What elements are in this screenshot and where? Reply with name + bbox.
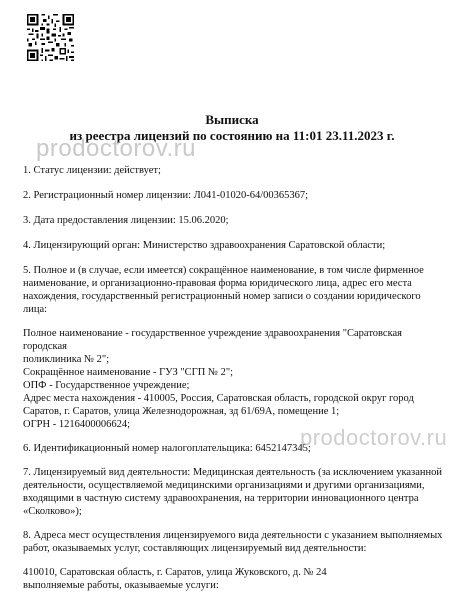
watermark: prodoctorov.ru (36, 135, 196, 162)
item5-line: 5. Полное и (в случае, если имеется) сокращённое наименование, в том числе фирменное (23, 265, 424, 276)
item8-line: работ, оказываемых услуг, составляющих лицензируемый вид деятельности: (23, 543, 367, 554)
item8-line: 8. Адреса мест осуществления лицензируемого вида деятельности с указанием выполняемых (23, 530, 443, 541)
org-line: Полное наименование - государственное учреждение здравоохранения "Саратовская городская (23, 328, 403, 352)
watermark: prodoctorov.ru (300, 425, 448, 450)
licensing-authority: 4. Лицензирующий орган: Министерство здравоохранения Саратовской области; (23, 240, 386, 251)
item7-line: 7. Лицензируемый вид деятельности: Медицинская деятельность (за исключением указанной (23, 467, 442, 478)
item7-line: деятельности, осуществляемой медицинскими организациями и другими организациями, (23, 480, 425, 491)
org-line: поликлиника № 2"; (23, 354, 110, 365)
org-line: Адрес места нахождения - 410005, Россия, Саратовская область, городской округ город (23, 393, 414, 404)
org-line: Саратов, г. Саратов, улица Железнодорожная, зд 61/69А, помещение 1; (23, 406, 340, 417)
document-subtitle: из реестра лицензий по состоянию на 11:01 23.11.2023 г. (69, 128, 395, 143)
license-status: 1. Статус лицензии: действует; (23, 165, 161, 176)
qr-code-icon (27, 14, 74, 61)
address-line: 410010, Саратовская область, г. Саратов, улица Жуковского, д. № 24 (23, 567, 327, 578)
license-reg-number: 2. Регистрационный номер лицензии: Л041-01020-64/00365367; (23, 190, 309, 201)
org-line: Сокращённое наименование - ГУЗ "СГП № 2"; (23, 367, 234, 378)
item7-line: входящими в частную систему здравоохранения, на территории инновационного центра (23, 493, 419, 504)
item5-line: нахождения, государственный регистрационный номер записи о создании юридического лица: (23, 291, 421, 315)
document-title: Выписка (205, 112, 259, 127)
item7-line: «Сколково»); (23, 506, 82, 517)
item5-line: наименование, и организационно-правовая форма юридического лица, адрес его места (23, 278, 412, 289)
document-body (23, 164, 443, 592)
license-date: 3. Дата предоставления лицензии: 15.06.2020; (23, 215, 229, 226)
taxpayer-id: 6. Идентификационный номер налогоплательщика: 6452147345; (23, 443, 311, 454)
org-line: ОГРН - 1216400006624; (23, 419, 130, 430)
org-line: ОПФ - Государственное учреждение; (23, 380, 190, 391)
address-line: выполняемые работы, оказываемые услуги: (23, 580, 219, 591)
